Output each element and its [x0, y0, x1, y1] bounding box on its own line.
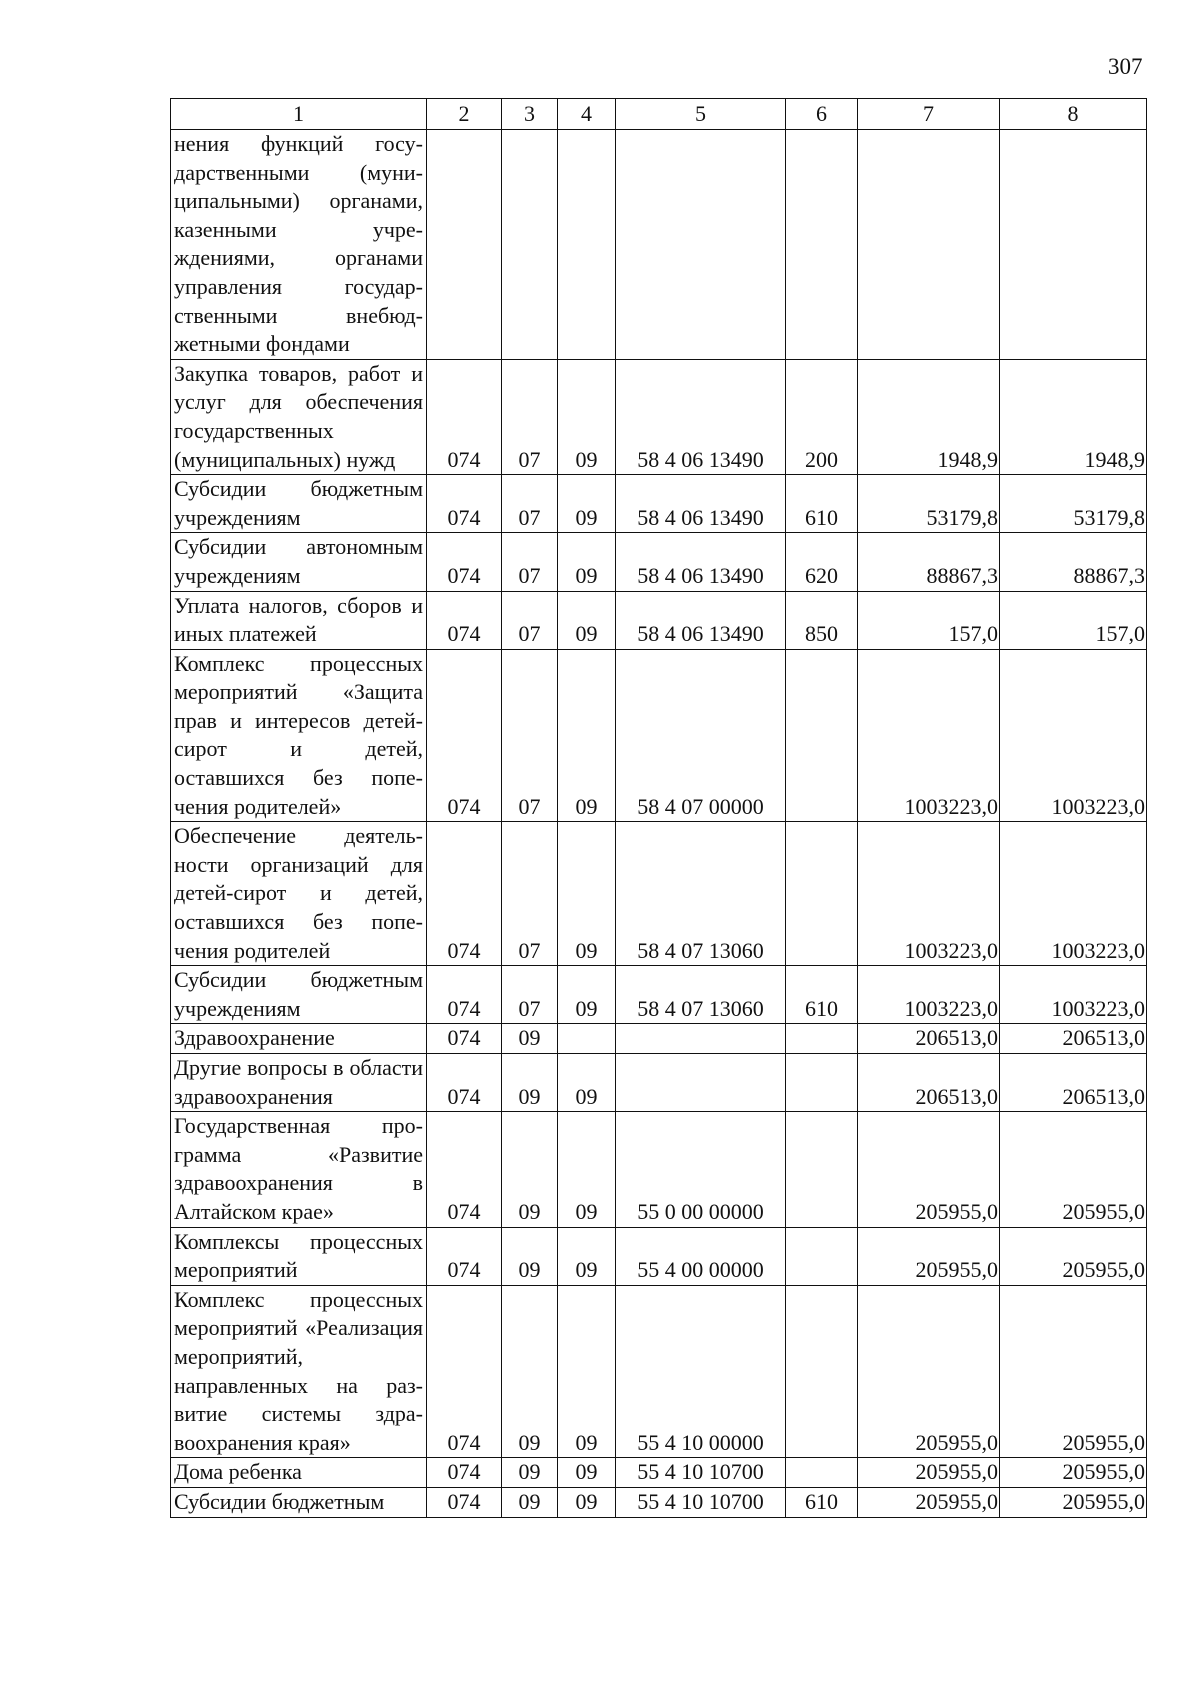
amount-cell-8 — [1000, 130, 1147, 360]
expense-type-cell — [786, 1227, 858, 1285]
page-number: 307 — [1108, 54, 1143, 79]
amount-cell-8: 1948,9 — [1000, 359, 1147, 474]
amount-cell-8: 206513,0 — [1000, 1024, 1147, 1054]
admin-code-cell: 074 — [427, 533, 502, 591]
subsection-code-cell: 09 — [558, 1054, 616, 1112]
admin-code-cell: 074 — [427, 359, 502, 474]
header-row — [171, 99, 1147, 130]
expense-type-cell — [786, 1458, 858, 1488]
expense-type-cell: 610 — [786, 966, 858, 1024]
expense-type-cell — [786, 1024, 858, 1054]
table-row — [171, 533, 1147, 591]
target-article-cell: 55 4 00 00000 — [616, 1227, 786, 1285]
column-header: 2 — [427, 99, 502, 130]
amount-cell-7: 1948,9 — [858, 359, 1000, 474]
expense-type-cell — [786, 1054, 858, 1112]
subsection-code-cell: 09 — [558, 649, 616, 822]
amount-cell-8: 205955,0 — [1000, 1227, 1147, 1285]
row-name-cell: Субсидии автономным учреждениям — [171, 533, 427, 591]
row-name-cell: Закупка товаров, работ и услуг для обеспечения государственных (муниципальных) нужд — [171, 359, 427, 474]
amount-cell-8: 53179,8 — [1000, 475, 1147, 533]
expense-type-cell: 620 — [786, 533, 858, 591]
table-row — [171, 1112, 1147, 1227]
amount-cell-7: 205955,0 — [858, 1112, 1000, 1227]
section-code-cell: 09 — [502, 1487, 558, 1517]
amount-cell-7: 157,0 — [858, 591, 1000, 649]
target-article-cell — [616, 130, 786, 360]
row-name-cell: Комплекс процессных мероприятий «Защита прав и интересов детей-сирот и детей, оставшихся без попечения родителей» — [171, 649, 427, 822]
row-name-cell: Обеспечение деятельности организаций для детей-сирот и детей, оставшихся без попечения родителей — [171, 822, 427, 966]
amount-cell-8: 206513,0 — [1000, 1054, 1147, 1112]
target-article-cell: 58 4 07 00000 — [616, 649, 786, 822]
column-header: 5 — [616, 99, 786, 130]
table-row — [171, 1227, 1147, 1285]
row-name-cell: Комплексы процессных мероприятий — [171, 1227, 427, 1285]
target-article-cell: 55 4 10 10700 — [616, 1458, 786, 1488]
row-name-cell: Уплата налогов, сборов и иных платежей — [171, 591, 427, 649]
row-name-cell: Здравоохранение — [171, 1024, 427, 1054]
section-code-cell: 07 — [502, 822, 558, 966]
amount-cell-7: 205955,0 — [858, 1227, 1000, 1285]
section-code-cell: 09 — [502, 1458, 558, 1488]
section-code-cell: 07 — [502, 966, 558, 1024]
subsection-code-cell: 09 — [558, 1227, 616, 1285]
table-row — [171, 1285, 1147, 1458]
table-row — [171, 1458, 1147, 1488]
amount-cell-7: 1003223,0 — [858, 822, 1000, 966]
target-article-cell — [616, 1054, 786, 1112]
expense-type-cell — [786, 1112, 858, 1227]
row-name-cell: Другие вопросы в области здравоохранения — [171, 1054, 427, 1112]
amount-cell-7: 205955,0 — [858, 1285, 1000, 1458]
table-row — [171, 475, 1147, 533]
section-code-cell: 07 — [502, 533, 558, 591]
admin-code-cell: 074 — [427, 649, 502, 822]
amount-cell-7: 1003223,0 — [858, 966, 1000, 1024]
table-row — [171, 1054, 1147, 1112]
column-header: 8 — [1000, 99, 1147, 130]
table-row — [171, 359, 1147, 474]
expense-type-cell — [786, 649, 858, 822]
amount-cell-7 — [858, 130, 1000, 360]
subsection-code-cell: 09 — [558, 475, 616, 533]
budget-table — [170, 98, 1147, 1518]
subsection-code-cell: 09 — [558, 1285, 616, 1458]
admin-code-cell: 074 — [427, 1285, 502, 1458]
amount-cell-8: 1003223,0 — [1000, 822, 1147, 966]
admin-code-cell: 074 — [427, 966, 502, 1024]
table-row — [171, 1024, 1147, 1054]
section-code-cell: 09 — [502, 1024, 558, 1054]
target-article-cell: 58 4 06 13490 — [616, 591, 786, 649]
row-name-cell: Субсидии бюджетным учреждениям — [171, 475, 427, 533]
subsection-code-cell: 09 — [558, 1112, 616, 1227]
amount-cell-8: 205955,0 — [1000, 1458, 1147, 1488]
section-code-cell: 09 — [502, 1285, 558, 1458]
amount-cell-7: 205955,0 — [858, 1458, 1000, 1488]
column-header: 1 — [171, 99, 427, 130]
row-name-cell: Дома ребенка — [171, 1458, 427, 1488]
row-name-cell: нения функций государственными (муниципальными) органами, казенными учреждениями, органами управления государственными внебюджетными фондами — [171, 130, 427, 360]
row-name-cell: Субсидии бюджетным учреждениям — [171, 966, 427, 1024]
expense-type-cell — [786, 1285, 858, 1458]
amount-cell-7: 88867,3 — [858, 533, 1000, 591]
amount-cell-8: 205955,0 — [1000, 1285, 1147, 1458]
amount-cell-8: 205955,0 — [1000, 1112, 1147, 1227]
section-code-cell: 07 — [502, 475, 558, 533]
amount-cell-7: 53179,8 — [858, 475, 1000, 533]
section-code-cell: 09 — [502, 1054, 558, 1112]
admin-code-cell: 074 — [427, 1024, 502, 1054]
admin-code-cell: 074 — [427, 475, 502, 533]
target-article-cell: 58 4 06 13490 — [616, 475, 786, 533]
table-row — [171, 591, 1147, 649]
admin-code-cell: 074 — [427, 1458, 502, 1488]
amount-cell-8: 157,0 — [1000, 591, 1147, 649]
admin-code-cell: 074 — [427, 591, 502, 649]
target-article-cell: 55 4 10 00000 — [616, 1285, 786, 1458]
table-row — [171, 966, 1147, 1024]
section-code-cell: 07 — [502, 649, 558, 822]
expense-type-cell — [786, 822, 858, 966]
target-article-cell: 58 4 06 13490 — [616, 533, 786, 591]
table-row — [171, 649, 1147, 822]
expense-type-cell: 200 — [786, 359, 858, 474]
admin-code-cell: 074 — [427, 1487, 502, 1517]
admin-code-cell: 074 — [427, 1054, 502, 1112]
amount-cell-7: 206513,0 — [858, 1054, 1000, 1112]
admin-code-cell: 074 — [427, 1112, 502, 1227]
section-code-cell: 09 — [502, 1112, 558, 1227]
subsection-code-cell: 09 — [558, 1487, 616, 1517]
column-header: 7 — [858, 99, 1000, 130]
subsection-code-cell: 09 — [558, 1458, 616, 1488]
amount-cell-8: 88867,3 — [1000, 533, 1147, 591]
column-header: 6 — [786, 99, 858, 130]
table-row — [171, 130, 1147, 360]
target-article-cell: 58 4 06 13490 — [616, 359, 786, 474]
amount-cell-8: 1003223,0 — [1000, 966, 1147, 1024]
column-header: 4 — [558, 99, 616, 130]
expense-type-cell: 610 — [786, 1487, 858, 1517]
expense-type-cell: 610 — [786, 475, 858, 533]
row-name-cell: Субсидии бюджетным — [171, 1487, 427, 1517]
admin-code-cell: 074 — [427, 822, 502, 966]
expense-type-cell: 850 — [786, 591, 858, 649]
subsection-code-cell: 09 — [558, 966, 616, 1024]
subsection-code-cell — [558, 130, 616, 360]
admin-code-cell — [427, 130, 502, 360]
amount-cell-8: 1003223,0 — [1000, 649, 1147, 822]
row-name-cell: Государственная программа «Развитие здравоохранения в Алтайском крае» — [171, 1112, 427, 1227]
target-article-cell: 58 4 07 13060 — [616, 822, 786, 966]
subsection-code-cell: 09 — [558, 822, 616, 966]
section-code-cell — [502, 130, 558, 360]
column-header: 3 — [502, 99, 558, 130]
section-code-cell: 07 — [502, 359, 558, 474]
target-article-cell: 58 4 07 13060 — [616, 966, 786, 1024]
target-article-cell — [616, 1024, 786, 1054]
subsection-code-cell: 09 — [558, 591, 616, 649]
amount-cell-7: 1003223,0 — [858, 649, 1000, 822]
table-row — [171, 1487, 1147, 1517]
target-article-cell: 55 4 10 10700 — [616, 1487, 786, 1517]
section-code-cell: 09 — [502, 1227, 558, 1285]
target-article-cell: 55 0 00 00000 — [616, 1112, 786, 1227]
section-code-cell: 07 — [502, 591, 558, 649]
table-row — [171, 822, 1147, 966]
table-body — [171, 130, 1147, 1518]
admin-code-cell: 074 — [427, 1227, 502, 1285]
amount-cell-8: 205955,0 — [1000, 1487, 1147, 1517]
amount-cell-7: 206513,0 — [858, 1024, 1000, 1054]
row-name-cell: Комплекс процессных мероприятий «Реализация мероприятий, направленных на развитие системы здравоохранения края» — [171, 1285, 427, 1458]
expense-type-cell — [786, 130, 858, 360]
subsection-code-cell — [558, 1024, 616, 1054]
subsection-code-cell: 09 — [558, 359, 616, 474]
amount-cell-7: 205955,0 — [858, 1487, 1000, 1517]
subsection-code-cell: 09 — [558, 533, 616, 591]
